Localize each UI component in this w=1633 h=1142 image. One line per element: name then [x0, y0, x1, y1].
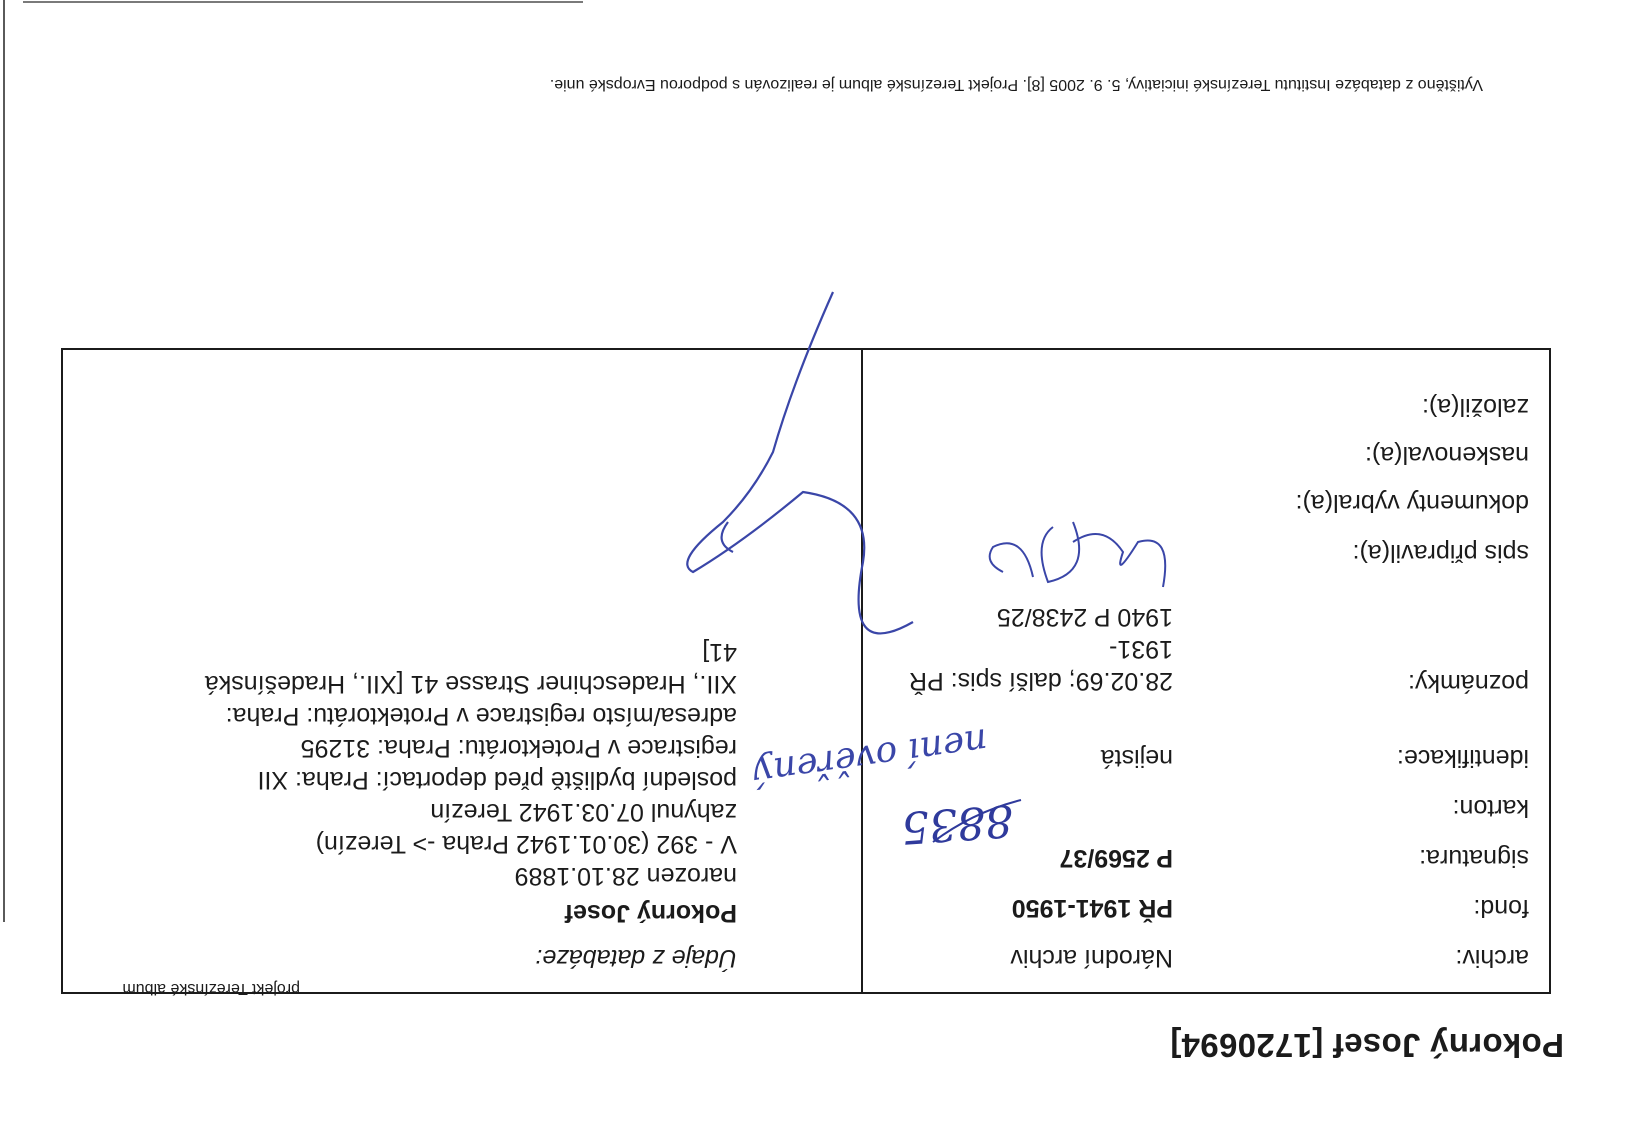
project-label: projekt Terezínské album	[122, 980, 300, 997]
field-value-archiv: Národní archiv	[1010, 944, 1173, 972]
detail-line: narozen 28.10.1889	[514, 862, 737, 890]
field-value-signatura: P 2569/37	[1059, 844, 1173, 872]
scan-edge-shadow	[3, 0, 5, 922]
print-footer: Vytištěno z databáze Institutu Terezínské iniciativy, 5. 9. 2005 [8]. Projekt Terezínské album je realizován s podporou Evropské unie.	[549, 76, 1483, 93]
handwritten-note: není ověřený	[750, 719, 991, 794]
field-label-spis-pripravil: spis připravil(a):	[1352, 539, 1529, 567]
detail-line: registrace v Protektorátu: Praha: 31295	[300, 734, 737, 762]
detail-line: V - 392 (30.01.1942 Praha -> Terezín)	[315, 830, 737, 858]
field-label-poznamky: poznámky:	[1408, 669, 1529, 697]
person-name: Pokorný Josef	[564, 899, 737, 927]
field-value-poznamky: 28.02.69; další spis: PŘ 1931- 1940 P 2438/25	[908, 603, 1173, 695]
database-details	[82, 636, 737, 892]
detail-line: XII., Hradeschiner Strasse 41 [XII., Hradešínská	[204, 670, 737, 698]
handwritten-karton-number: 8835	[899, 794, 1015, 853]
field-label-zalozil: založil(a):	[1422, 393, 1529, 421]
document-title: Pokorný Josef [1720694]	[1170, 1027, 1564, 1064]
field-label-karton: karton:	[1452, 794, 1529, 822]
field-label-naskenoval: naskenoval(a):	[1365, 441, 1529, 469]
scan-edge-shadow	[23, 1, 583, 3]
field-value-fond: PŘ 1941-1950	[1011, 894, 1173, 922]
field-label-dokumenty-vybral: dokumenty vybral(a):	[1295, 489, 1529, 517]
table-divider	[861, 348, 863, 994]
field-label-identifikace: identifikace:	[1396, 744, 1529, 772]
field-label-archiv: archiv:	[1455, 944, 1529, 972]
field-label-fond: fond:	[1473, 894, 1529, 922]
detail-line: 41]	[702, 638, 737, 666]
database-heading: Údaje z databáze:	[535, 944, 737, 972]
field-value-identifikace: nejistá	[1100, 744, 1173, 772]
detail-line: poslední bydliště před deportací: Praha: XII	[257, 766, 737, 794]
detail-line: adresa/místo registrace v Protektorátu: Praha:	[225, 702, 737, 730]
detail-line: zahynul 07.03.1942 Terezín	[430, 798, 737, 826]
field-label-signatura: signatura:	[1419, 844, 1529, 872]
